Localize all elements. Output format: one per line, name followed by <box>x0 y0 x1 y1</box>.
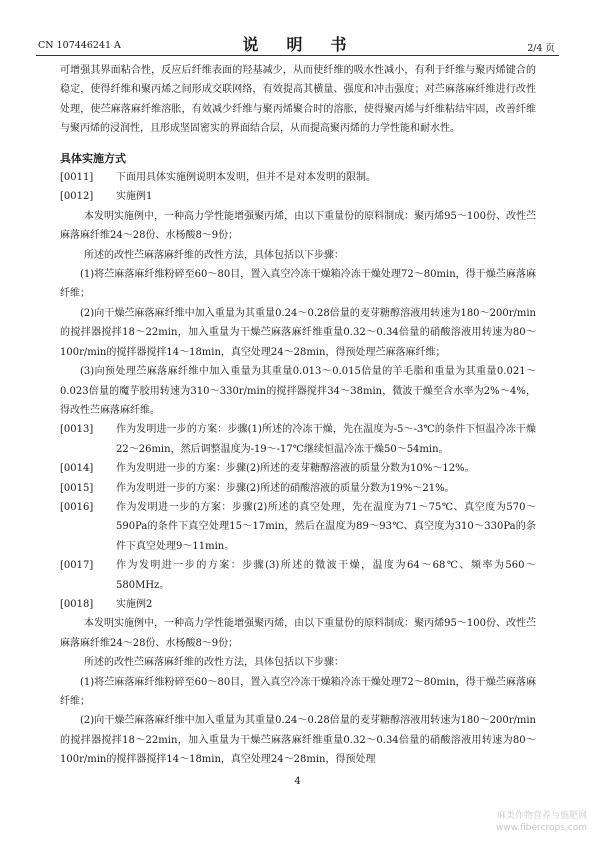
section-title: 具体实施方式 <box>60 151 126 165</box>
paragraph-number: [0013] <box>60 424 94 436</box>
example1-step: (1)将苎麻落麻纤维粉碎至60～80目，置入真空冷冻干燥箱冷冻干燥处理72～80min，得干燥苎麻落麻纤维； <box>60 269 536 300</box>
numbered-paragraph <box>60 187 536 206</box>
numbered-paragraph <box>60 556 536 595</box>
example1-paragraph: 本发明实施例中，一种高力学性能增强聚丙烯，由以下重量份的原料制成：聚丙烯95～100份、改性苎麻落麻纤维24～28份、水杨酸8～9份； <box>60 210 536 242</box>
page-indicator: 2/4 页 <box>527 43 555 54</box>
page-header <box>36 24 559 54</box>
paragraph-number: [0018] <box>60 598 94 610</box>
example2-paragraph: 本发明实施例中，一种高力学性能增强聚丙烯，由以下重量份的原料制成：聚丙烯95～100份、改性苎麻落麻纤维24～28份、水杨酸8～9份； <box>60 618 536 649</box>
document-body <box>60 61 536 770</box>
paragraph-number: [0017] <box>60 560 94 572</box>
numbered-paragraph <box>60 459 536 478</box>
numbered-paragraph <box>60 595 536 614</box>
example2-paragraph: 所述的改性苎麻落麻纤维的改性方法，具体包括以下步骤： <box>84 657 344 669</box>
numbered-paragraph <box>60 420 536 459</box>
example1-step: (2)向干燥苎麻落麻纤维中加入重量为其重量0.24～0.28倍量的麦芽糖醇溶液用转速为180～200r/min的搅拌器搅拌18～22min，加入重量为干燥苎麻落麻纤维重量0.32～0.34倍量的硝酸溶液用转速为80～100r/min的搅拌器搅拌14～18min，真空处理24～28min，得预处理苎麻落麻纤维； <box>60 307 536 358</box>
paragraph-text: 作为发明进一步的方案：步骤(2)所述的硝酸溶液的质量分数为19%～21%。 <box>116 482 455 494</box>
paragraph-text: 作为发明进一步的方案：步骤(1)所述的冷冻干燥，先在温度为-5～-3℃的条件下恒温冷冻干燥22～26min，然后调整温度为-19～-17℃继续恒温冷冻干燥50～54min。 <box>116 424 536 455</box>
site-watermark <box>496 810 587 834</box>
document-number: CN 107446241 A <box>38 40 121 51</box>
paragraph-number: [0012] <box>60 191 94 203</box>
spacer <box>60 139 536 149</box>
example1-step: (3)向预处理苎麻落麻纤维中加入重量为其重量0.013～0.015倍量的羊毛脂和重量为其重量0.021～0.023倍量的魔芋胶用转速为310～330r/min的搅拌器搅拌34～38min，微波干燥至含水率为2%～4%，得改性苎麻落麻纤维。 <box>60 366 536 416</box>
paragraph-number: [0011] <box>60 172 94 184</box>
paragraph-number: [0015] <box>60 482 94 494</box>
intro-paragraph: 可增强其界面粘合性，反应后纤维表面的羟基减少，从而使纤维的吸水性减小，有利于纤维与聚丙烯键合的稳定，使得纤维和聚丙烯之间形成交联网络，有效提高其横量、强度和冲击强度；对苎麻落麻纤维进行改性处理，使苎麻落麻纤维溶胀，有效减少纤维与聚丙烯聚合时的溶胀，使得聚丙烯与纤维粘结牢固，改善纤维与聚丙烯的浸润性，且形成坚固密实的界面结合层，从而提高聚丙烯的力学性能和耐水性。 <box>60 65 536 135</box>
paragraph-text: 作为发明进一步的方案：步骤(2)所述的真空处理，先在温度为71～75℃、真空度为570～590Pa的条件下真空处理15～17min，然后在温度为89～93℃、真空度为310～330Pa的条件下真空处理9～11min。 <box>116 501 536 552</box>
watermark-url: www.fibercrops.com <box>496 823 587 833</box>
example2-step: (2)向干燥苎麻落麻纤维中加入重量为其重量0.24～0.28倍量的麦芽糖醇溶液用转速为180～200r/min的搅拌器搅拌18～22min，加入重量为干燥苎麻落麻纤维重量0.32～0.34倍量的硝酸溶液用转速为80～100r/min的搅拌器搅拌14～18min，真空处理24～28min，得预处理 <box>60 715 536 766</box>
numbered-paragraph <box>60 479 536 498</box>
document-title: 说 明 书 <box>242 35 353 54</box>
paragraph-text: 下面用具体实施例说明本发明，但并不是对本发明的限制。 <box>116 172 376 184</box>
example2-step: (1)将苎麻落麻纤维粉碎至60～80目，置入真空冷冻干燥箱冷冻干燥处理72～80min，得干燥苎麻落麻纤维； <box>60 676 536 707</box>
watermark-site-name: 麻类作物营养与施肥网 <box>496 811 587 821</box>
example1-paragraph: 所述的改性苎麻落麻纤维的改性方法，具体包括以下步骤： <box>84 249 344 261</box>
paragraph-text: 作为发明进一步的方案：步骤(3)所述的微波干燥，温度为64～68℃、频率为560～580MHz。 <box>116 560 536 591</box>
paragraph-number: [0016] <box>60 501 94 513</box>
header-divider <box>36 55 559 56</box>
numbered-paragraph <box>60 168 536 187</box>
example-heading: 实施例2 <box>116 598 153 610</box>
page-number: 4 <box>294 776 301 787</box>
example-heading: 实施例1 <box>116 191 153 203</box>
paragraph-text: 作为发明进一步的方案：步骤(2)所述的麦芽糖醇溶液的质量分数为10%～12%。 <box>116 463 475 475</box>
paragraph-number: [0014] <box>60 463 94 475</box>
numbered-paragraph <box>60 498 536 556</box>
